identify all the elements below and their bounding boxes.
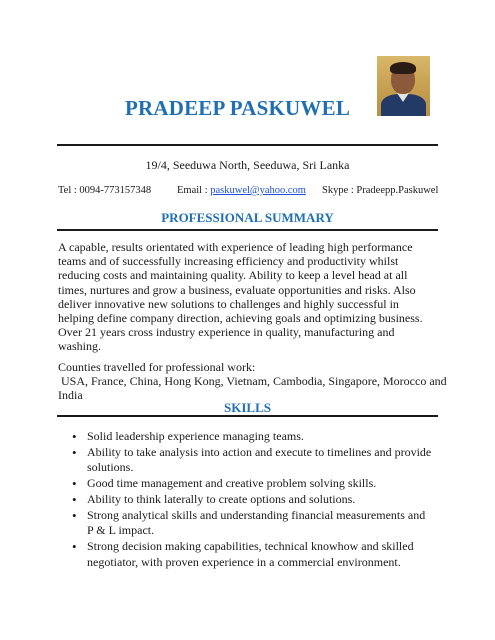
summary-line: deliver innovative new solutions to challenges and highly successful in (58, 296, 399, 311)
profile-photo (377, 56, 430, 116)
skills-list (58, 429, 440, 570)
skill-item: • Ability to take analysis into action and execute to timelines and provide solutions. (58, 445, 440, 476)
address: 19/4, Seeduwa North, Seeduwa, Sri Lanka (145, 158, 350, 172)
summary-paragraph (58, 240, 438, 354)
email-label: Email : (177, 185, 211, 196)
summary-line: teams and of successfully increasing efficiency and productivity whilst (58, 254, 399, 269)
summary-line: Over 21 years cross industry experience in quality, manufacturing and (58, 325, 395, 340)
skill-item: • Strong decision making capabilities, technical knowhow and skilled negotiator, with proven experience in a commercial environment. (58, 539, 440, 570)
header-divider (57, 144, 438, 146)
email-link[interactable]: paskuwel@yahoo.com (210, 185, 306, 196)
summary-line: times, nurtures and grow a business, evaluate opportunities and risks. Also (58, 282, 416, 297)
email-line (177, 185, 306, 196)
summary-line: helping define company direction, achieving goals and optimizing business. (58, 311, 423, 326)
skype: Skype : Pradeepp.Paskuwel (322, 185, 439, 196)
travel-paragraph (58, 360, 447, 403)
summary-line: washing. (58, 339, 101, 354)
summary-divider (57, 229, 438, 231)
skill-item: • Strong analytical skills and understanding financial measurements and P & L impact. (58, 508, 440, 539)
summary-line: reducing costs and maintaining quality. Ability to keep a level head at all (58, 268, 408, 283)
skill-item: • Ability to think laterally to create options and solutions. (58, 492, 440, 508)
skill-item: • Good time management and creative problem solving skills. (58, 476, 440, 492)
telephone: Tel : 0094-773157348 (58, 185, 152, 196)
skills-divider (57, 415, 438, 417)
candidate-name: PRADEEP PASKUWEL (124, 96, 351, 120)
travel-label: Counties travelled for professional work: (58, 360, 256, 374)
travel-countries: USA, France, China, Hong Kong, Vietnam, Cambodia, Singapore, Morocco and (58, 374, 447, 389)
skills-heading: SKILLS (224, 400, 271, 415)
skill-item: • Solid leadership experience managing teams. (58, 429, 440, 445)
professional-summary-heading: PROFESSIONAL SUMMARY (161, 210, 334, 225)
travel-countries: India (58, 388, 83, 403)
summary-line: A capable, results orientated with experience of leading high performance (58, 240, 413, 254)
